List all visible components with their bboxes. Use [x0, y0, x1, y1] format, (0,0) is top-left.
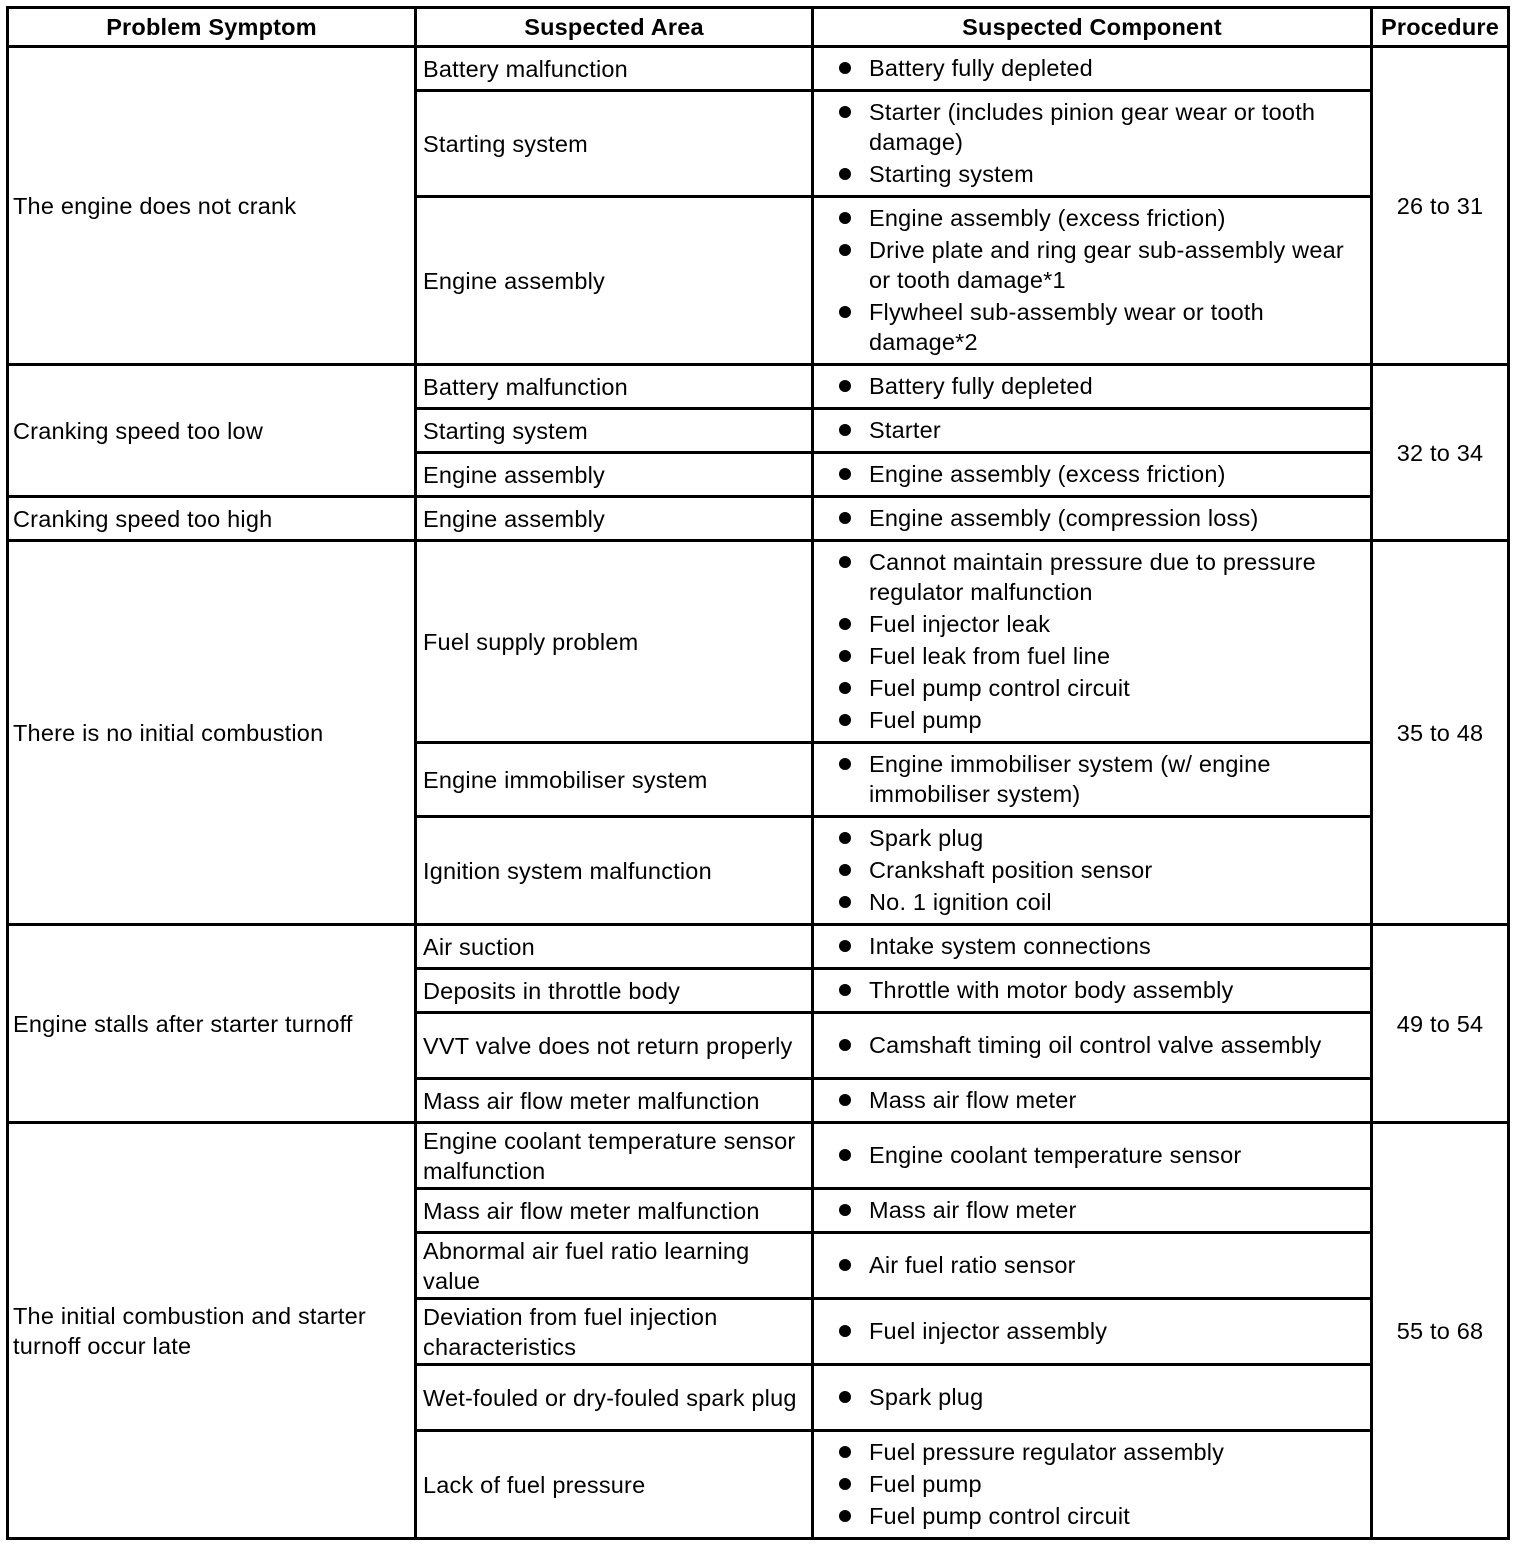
suspected-component-cell [813, 497, 1372, 541]
component-list-item: Starter (includes pinion gear wear or tooth damage) [838, 97, 1366, 157]
suspected-component-cell [813, 1189, 1372, 1233]
component-list-item: Starter [838, 415, 1366, 445]
component-list [838, 371, 1366, 401]
component-list-item: Camshaft timing oil control valve assembly [838, 1030, 1366, 1060]
suspected-area-cell: Ignition system malfunction [416, 817, 813, 925]
suspected-area-cell: Fuel supply problem [416, 541, 813, 743]
component-list [838, 1382, 1366, 1412]
component-list [838, 503, 1366, 533]
component-list [838, 823, 1366, 917]
component-list-item: Fuel injector assembly [838, 1316, 1366, 1346]
component-list [838, 1250, 1366, 1280]
component-list-item: Fuel pump control circuit [838, 673, 1366, 703]
suspected-component-cell [813, 743, 1372, 817]
suspected-component-cell [813, 1431, 1372, 1539]
component-list-item: No. 1 ignition coil [838, 887, 1366, 917]
suspected-component-cell [813, 1013, 1372, 1079]
header-suspected-area: Suspected Area [416, 8, 813, 47]
suspected-component-cell [813, 969, 1372, 1013]
suspected-area-cell: Mass air flow meter malfunction [416, 1189, 813, 1233]
component-list [838, 1437, 1366, 1531]
suspected-component-cell [813, 541, 1372, 743]
component-list-item: Battery fully depleted [838, 53, 1366, 83]
component-list-item: Engine immobiliser system (w/ engine immobiliser system) [838, 749, 1366, 809]
suspected-area-cell: Starting system [416, 91, 813, 197]
component-list-item: Fuel pump [838, 705, 1366, 735]
suspected-area-cell: Wet-fouled or dry-fouled spark plug [416, 1365, 813, 1431]
problem-symptom-cell: The initial combustion and starter turnoff occur late [8, 1123, 416, 1539]
component-list [838, 203, 1366, 357]
suspected-area-cell: Engine assembly [416, 453, 813, 497]
component-list-item: Starting system [838, 159, 1366, 189]
procedure-cell: 32 to 34 [1372, 365, 1509, 541]
component-list-item: Air fuel ratio sensor [838, 1250, 1366, 1280]
problem-symptom-cell: Cranking speed too high [8, 497, 416, 541]
suspected-area-cell: Engine immobiliser system [416, 743, 813, 817]
suspected-component-cell [813, 1365, 1372, 1431]
table-row [8, 1123, 1509, 1189]
component-list-item: Mass air flow meter [838, 1085, 1366, 1115]
troubleshooting-table-container [6, 6, 1510, 1540]
component-list [838, 975, 1366, 1005]
suspected-area-cell: Deviation from fuel injection characteristics [416, 1299, 813, 1365]
suspected-component-cell [813, 1299, 1372, 1365]
component-list-item: Fuel injector leak [838, 609, 1366, 639]
component-list [838, 1085, 1366, 1115]
component-list-item: Spark plug [838, 1382, 1366, 1412]
header-row [8, 8, 1509, 47]
suspected-area-cell: VVT valve does not return properly [416, 1013, 813, 1079]
suspected-area-cell: Deposits in throttle body [416, 969, 813, 1013]
problem-symptom-cell: The engine does not crank [8, 47, 416, 365]
component-list [838, 1030, 1366, 1060]
component-list [838, 749, 1366, 809]
suspected-component-cell [813, 47, 1372, 91]
component-list [838, 1316, 1366, 1346]
suspected-component-cell [813, 365, 1372, 409]
component-list-item: Engine assembly (excess friction) [838, 459, 1366, 489]
component-list-item: Engine assembly (compression loss) [838, 503, 1366, 533]
component-list-item: Engine assembly (excess friction) [838, 203, 1366, 233]
troubleshooting-table [6, 6, 1510, 1540]
component-list-item: Fuel leak from fuel line [838, 641, 1366, 671]
component-list [838, 547, 1366, 735]
suspected-component-cell [813, 1233, 1372, 1299]
component-list-item: Intake system connections [838, 931, 1366, 961]
procedure-cell: 26 to 31 [1372, 47, 1509, 365]
table-row [8, 925, 1509, 969]
suspected-component-cell [813, 1079, 1372, 1123]
table-body [8, 47, 1509, 1539]
component-list [838, 1140, 1366, 1170]
suspected-area-cell: Air suction [416, 925, 813, 969]
procedure-cell: 55 to 68 [1372, 1123, 1509, 1539]
component-list-item: Fuel pump control circuit [838, 1501, 1366, 1531]
suspected-area-cell: Battery malfunction [416, 47, 813, 91]
suspected-area-cell: Abnormal air fuel ratio learning value [416, 1233, 813, 1299]
suspected-component-cell [813, 91, 1372, 197]
suspected-component-cell [813, 409, 1372, 453]
suspected-component-cell [813, 817, 1372, 925]
suspected-area-cell: Battery malfunction [416, 365, 813, 409]
problem-symptom-cell: Engine stalls after starter turnoff [8, 925, 416, 1123]
suspected-component-cell [813, 453, 1372, 497]
component-list-item: Fuel pump [838, 1469, 1366, 1499]
procedure-cell: 35 to 48 [1372, 541, 1509, 925]
suspected-component-cell [813, 925, 1372, 969]
component-list [838, 97, 1366, 189]
suspected-area-cell: Lack of fuel pressure [416, 1431, 813, 1539]
suspected-area-cell: Mass air flow meter malfunction [416, 1079, 813, 1123]
table-row [8, 47, 1509, 91]
suspected-area-cell: Engine assembly [416, 197, 813, 365]
component-list-item: Mass air flow meter [838, 1195, 1366, 1225]
component-list [838, 931, 1366, 961]
header-procedure: Procedure [1372, 8, 1509, 47]
table-row [8, 497, 1509, 541]
suspected-area-cell: Starting system [416, 409, 813, 453]
problem-symptom-cell: Cranking speed too low [8, 365, 416, 497]
component-list-item: Crankshaft position sensor [838, 855, 1366, 885]
header-suspected-component: Suspected Component [813, 8, 1372, 47]
procedure-cell: 49 to 54 [1372, 925, 1509, 1123]
suspected-area-cell: Engine assembly [416, 497, 813, 541]
component-list-item: Fuel pressure regulator assembly [838, 1437, 1366, 1467]
component-list [838, 1195, 1366, 1225]
suspected-area-cell: Engine coolant temperature sensor malfunction [416, 1123, 813, 1189]
component-list-item: Throttle with motor body assembly [838, 975, 1366, 1005]
suspected-component-cell [813, 1123, 1372, 1189]
component-list-item: Spark plug [838, 823, 1366, 853]
problem-symptom-cell: There is no initial combustion [8, 541, 416, 925]
component-list-item: Flywheel sub-assembly wear or tooth damage*2 [838, 297, 1366, 357]
component-list [838, 415, 1366, 445]
table-row [8, 541, 1509, 743]
component-list-item: Battery fully depleted [838, 371, 1366, 401]
component-list-item: Cannot maintain pressure due to pressure regulator malfunction [838, 547, 1366, 607]
table-row [8, 365, 1509, 409]
header-problem-symptom: Problem Symptom [8, 8, 416, 47]
component-list [838, 53, 1366, 83]
component-list-item: Drive plate and ring gear sub-assembly wear or tooth damage*1 [838, 235, 1366, 295]
component-list-item: Engine coolant temperature sensor [838, 1140, 1366, 1170]
component-list [838, 459, 1366, 489]
suspected-component-cell [813, 197, 1372, 365]
